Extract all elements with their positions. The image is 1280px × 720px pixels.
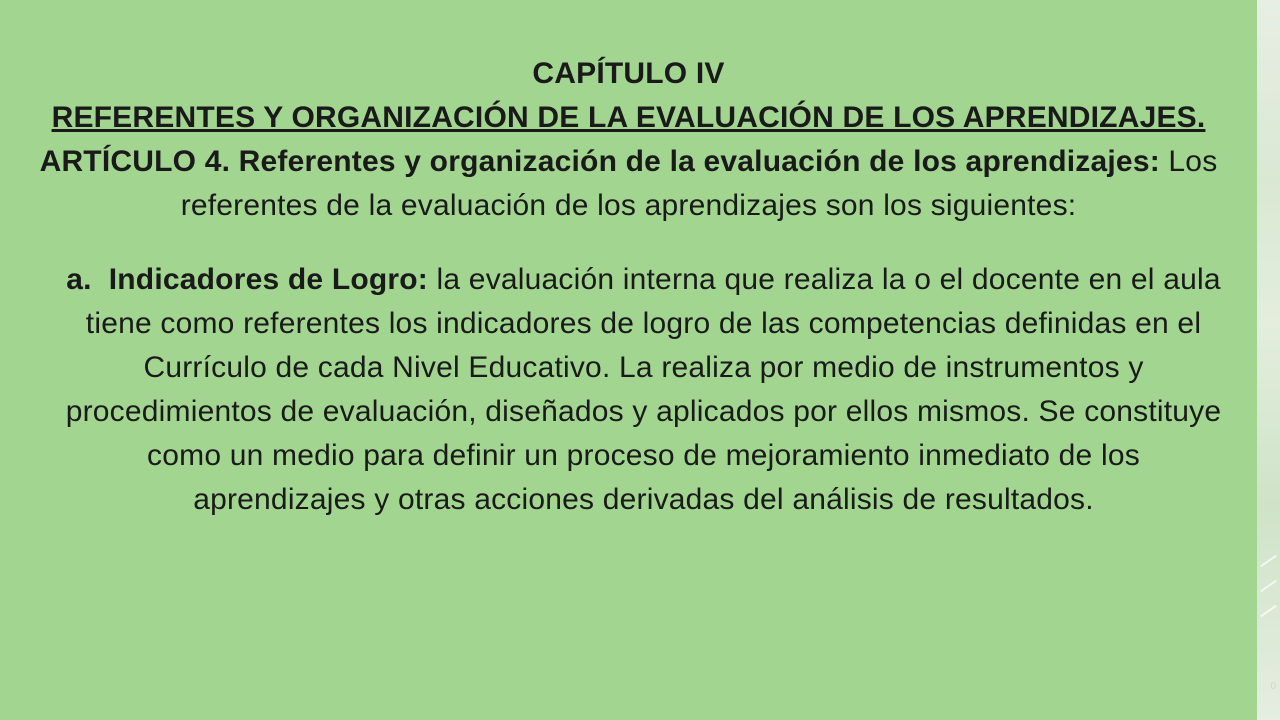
chapter-subtitle: REFERENTES Y ORGANIZACIÓN DE LA EVALUACIÓN DE LOS APRENDIZAJES. <box>51 101 1206 134</box>
slide-content <box>0 52 1257 522</box>
strip-line <box>1260 605 1277 618</box>
spacer <box>0 228 1257 258</box>
article-text: Los referentes de la evaluación de los aprendizajes son los siguientes: <box>180 145 1218 222</box>
list-item-heading: Indicadores de Logro: <box>108 263 428 296</box>
list-item-text: la evaluación interna que realiza la o el docente en el aula tiene como referentes los indicadores de logro de las competencias definidas en el Currículo de cada Nivel Educativo. La realiza por medio de instrumentos y procedimientos de evaluación, diseñados y aplicados por ellos mismos. Se constituye como un medio para definir un proceso de mejoramiento inmediato de los aprendizajes y otras acciones derivadas del análisis de resultados. <box>65 263 1222 516</box>
strip-line <box>1260 555 1277 568</box>
chapter-title: CAPÍTULO IV <box>532 57 725 90</box>
decorative-side-strip <box>1257 0 1280 720</box>
list-item-a <box>0 258 1257 522</box>
list-item-marker: a. <box>66 263 92 296</box>
side-mark: 0 <box>1270 681 1276 692</box>
article-heading: ARTÍCULO 4. Referentes y organización de la evaluación de los aprendizajes: <box>39 145 1160 178</box>
strip-line <box>1260 580 1277 593</box>
article-paragraph <box>0 140 1257 228</box>
